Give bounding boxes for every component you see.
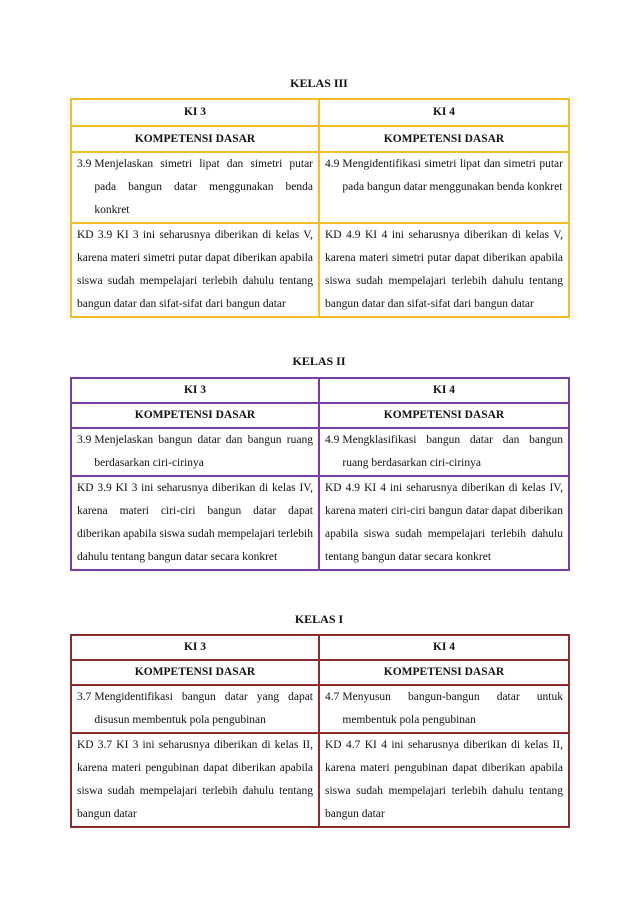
kd-text: Mengidentifikasi simetri lipat dan simetri putar pada bangun datar menggunakan benda konkret: [342, 158, 563, 193]
note-ki3-cell: KD 3.9 KI 3 ini seharusnya diberikan di kelas IV, karena materi ciri-ciri bangun datar dapat diberikan apabila siswa sudah mempelajari terlebih dahulu tentang bangun datar secara konkret: [71, 476, 319, 570]
section-title-kelas-1: KELAS I: [294, 612, 344, 626]
kd-ki3-cell: [71, 685, 319, 733]
kd-ki3-cell: [71, 428, 319, 476]
ki3-subheader: KOMPETENSI DASAR: [71, 126, 319, 152]
ki3-subheader: KOMPETENSI DASAR: [71, 660, 319, 685]
kd-number: 4.9: [325, 434, 340, 446]
note-ki3-cell: KD 3.7 KI 3 ini seharusnya diberikan di kelas II, karena materi pengubinan dapat diberikan apabila siswa sudah mempelajari terlebih dahulu tentang bangun datar: [71, 733, 319, 827]
kd-text: Menyusun bangun-bangun datar untuk membentuk pola pengubinan: [342, 691, 563, 726]
kd-number: 3.7: [77, 691, 92, 703]
kd-number: 4.7: [325, 691, 340, 703]
kd-table-kelas-1: [70, 634, 570, 828]
ki4-subheader: KOMPETENSI DASAR: [319, 126, 569, 152]
kd-text: Mengklasifikasi bangun datar dan bangun ruang berdasarkan ciri-cirinya: [342, 434, 563, 469]
kd-text: Menjelaskan simetri lipat dan simetri putar pada bangun datar menggunakan benda konkret: [94, 158, 313, 216]
ki4-subheader: KOMPETENSI DASAR: [319, 403, 569, 428]
kd-ki3-cell: [71, 152, 319, 223]
ki4-header: KI 4: [319, 635, 569, 660]
ki3-header: KI 3: [71, 635, 319, 660]
note-ki4-cell: KD 4.7 KI 4 ini seharusnya diberikan di kelas II, karena materi pengubinan dapat diberikan apabila siswa sudah mempelajari terlebih dahulu tentang bangun datar: [319, 733, 569, 827]
note-ki4-cell: KD 4.9 KI 4 ini seharusnya diberikan di kelas IV, karena materi ciri-ciri bangun datar dapat diberikan apabila siswa sudah mempelajari terlebih dahulu tentang bangun datar secara konkret: [319, 476, 569, 570]
kd-number: 4.9: [325, 158, 340, 170]
ki3-header: KI 3: [71, 378, 319, 403]
kd-number: 3.9: [77, 434, 92, 446]
kd-table-kelas-3: [70, 98, 570, 318]
kd-text: Menjelaskan bangun datar dan bangun ruang berdasarkan ciri-cirinya: [94, 434, 313, 469]
ki3-header: KI 3: [71, 99, 319, 126]
kd-ki4-cell: [319, 428, 569, 476]
kd-ki4-cell: [319, 152, 569, 223]
kd-number: 3.9: [77, 158, 92, 170]
ki3-subheader: KOMPETENSI DASAR: [71, 403, 319, 428]
ki4-subheader: KOMPETENSI DASAR: [319, 660, 569, 685]
section-title-kelas-2: KELAS II: [292, 354, 346, 368]
section-title-kelas-3: KELAS III: [290, 76, 348, 90]
kd-table-kelas-2: [70, 377, 570, 571]
kd-ki4-cell: [319, 685, 569, 733]
kd-text: Mengidentifikasi bangun datar yang dapat disusun membentuk pola pengubinan: [94, 691, 313, 726]
note-ki4-cell: KD 4.9 KI 4 ini seharusnya diberikan di kelas V, karena materi simetri putar dapat diberikan apabila siswa sudah mempelajari terlebih dahulu tentang bangun datar dan sifat-sifat dari bangun datar: [319, 223, 569, 317]
ki4-header: KI 4: [319, 378, 569, 403]
note-ki3-cell: KD 3.9 KI 3 ini seharusnya diberikan di kelas V, karena materi simetri putar dapat diberikan apabila siswa sudah mempelajari terlebih dahulu tentang bangun datar dan sifat-sifat dari bangun datar: [71, 223, 319, 317]
ki4-header: KI 4: [319, 99, 569, 126]
